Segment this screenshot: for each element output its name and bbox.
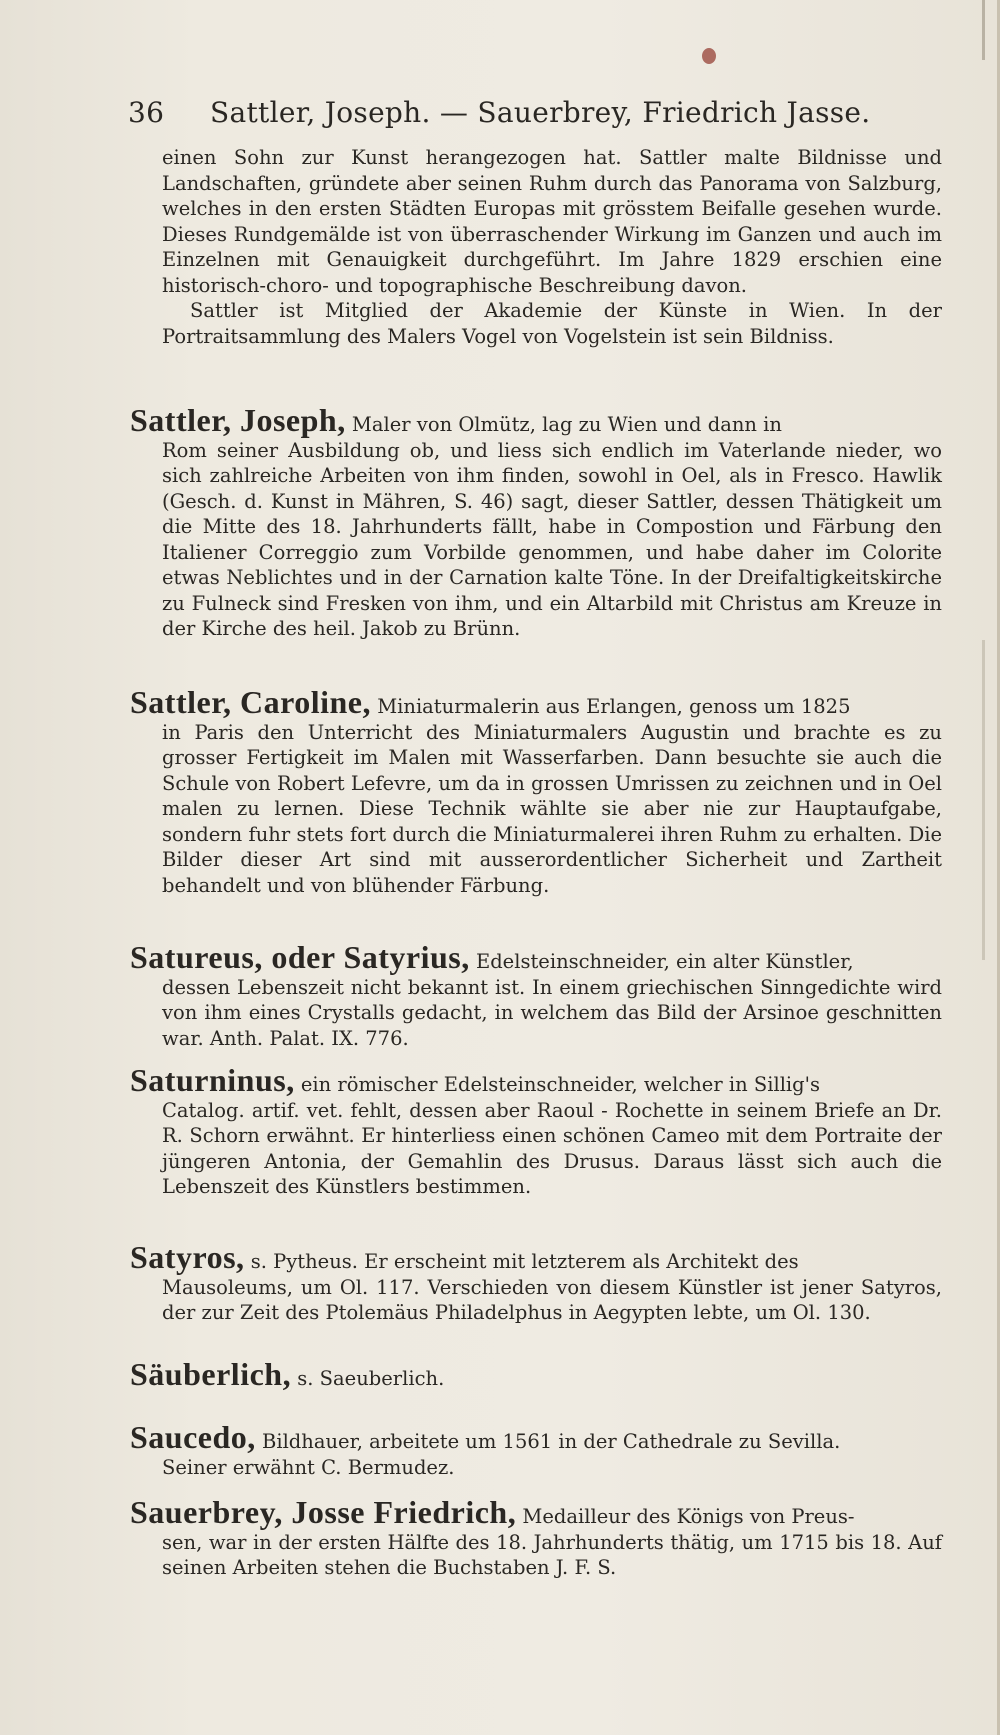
- entry-saturninus: [130, 1062, 942, 1200]
- entry-headword: Satyros,: [130, 1239, 245, 1275]
- page-edge-mark: [982, 0, 985, 60]
- entry-body: sen, war in der ersten Hälfte des 18. Jahrhunderts thätig, um 1715 bis 18. Auf seinen Arbeiten stehen die Buchstaben J. F. S.: [162, 1530, 942, 1579]
- intro-text: [130, 145, 942, 349]
- entry-first-line: Bildhauer, arbeitete um 1561 in der Cathedrale zu Sevilla.: [262, 1430, 841, 1453]
- entry-first-line: Edelsteinschneider, ein alter Künstler,: [475, 950, 854, 973]
- entry-headword: Satureus, oder Satyrius,: [130, 939, 470, 975]
- entry-body: Seiner erwähnt C. Bermudez.: [162, 1455, 455, 1479]
- entry-body: in Paris den Unterricht des Miniaturmalers Augustin und brachte es zu grosser Fertigkeit im Malen mit Wasserfarben. Dann besuchte sie auch die Schule von Robert Lefevre, um da in grossen Umrissen zu zeichnen und in Oel malen zu lernen. Diese Technik wählte sie aber nie zur Hauptaufgabe, sondern fuhr stets fort durch die Miniaturmalerei ihren Ruhm zu erhalten. Die Bilder dieser Art sind mit ausserordentlicher Sicherheit und Zartheit behandelt und von blühender Färbung.: [162, 720, 942, 897]
- entry-headword: Sattler, Joseph,: [130, 402, 346, 438]
- entry-headword: Sattler, Caroline,: [130, 684, 371, 720]
- entry-satureus: [130, 939, 942, 1051]
- entry-headword: Sauerbrey, Josse Friedrich,: [130, 1494, 517, 1530]
- entry-sauerbrey: [130, 1494, 942, 1581]
- page-number: 36: [128, 96, 165, 129]
- entry-headword: Saucedo,: [130, 1419, 256, 1455]
- entry-first-line: ein römischer Edelsteinschneider, welcher in Sillig's: [300, 1073, 821, 1096]
- entry-first-line: Miniaturmalerin aus Erlangen, genoss um 1825: [377, 695, 851, 718]
- entry-body: Rom seiner Ausbildung ob, und liess sich endlich im Vaterlande nieder, wo sich zahlreiche Arbeiten von ihm finden, sowohl in Oel, als in Fresco. Hawlik (Gesch. d. Kunst in Mähren, S. 46) sagt, dieser Sattler, dessen Thätigkeit um die Mitte des 18. Jahrhunderts fällt, habe in Compostion und Färbung den Italiener Correggio zum Vorbilde genommen, und habe daher im Colorite etwas Neblichtes und in der Carnation kalte Töne. In der Dreifaltigkeitskirche zu Fulneck sind Fresken von ihm, und ein Altarbild mit Christus am Kreuze in der Kirche des heil. Jakob zu Brünn.: [162, 438, 942, 640]
- entry-sattler-caroline: [130, 684, 942, 898]
- ink-stain: [702, 48, 716, 64]
- entry-saeuberlich: [130, 1356, 942, 1392]
- entry-body: Catalog. artif. vet. fehlt, dessen aber Raoul - Rochette in seinem Briefe an Dr. R. Schorn erwähnt. Er hinterliess einen schönen Cameo mit dem Portraite der jüngeren Antonia, der Gemahlin des Drusus. Daraus lässt sich auch die Lebenszeit des Künstlers bestimmen.: [162, 1098, 942, 1198]
- entry-saucedo: [130, 1419, 942, 1480]
- entry-headword: Säuberlich,: [130, 1356, 292, 1392]
- entry-satyros: [130, 1239, 942, 1326]
- entry-first-line: Medailleur des Königs von Preus-: [522, 1505, 855, 1528]
- entry-sattler-joseph: [130, 402, 942, 642]
- intro-paragraph: Sattler ist Mitglied der Akademie der Künste in Wien. In der Portraitsammlung des Malers Vogel von Vogelstein ist sein Bildniss.: [162, 299, 942, 348]
- running-title: Sattler, Joseph. — Sauerbrey, Friedrich Jasse.: [210, 96, 871, 129]
- entry-first-line: Maler von Olmütz, lag zu Wien und dann in: [351, 413, 782, 436]
- entry-headword: Saturninus,: [130, 1062, 295, 1098]
- running-header: [128, 96, 888, 129]
- entry-body: dessen Lebenszeit nicht bekannt ist. In einem griechischen Sinngedichte wird von ihm eines Crystalls gedacht, in welchem das Bild der Arsinoe geschnitten war. Anth. Palat. IX. 776.: [162, 975, 942, 1050]
- entry-first-line: s. Pytheus. Er erscheint mit letzterem als Architekt des: [250, 1250, 799, 1273]
- intro-paragraph: einen Sohn zur Kunst herangezogen hat. Sattler malte Bildnisse und Landschaften, gründete aber seinen Ruhm durch das Panorama von Salzburg, welches in den ersten Städten Europas mit grösstem Beifalle gesehen wurde. Dieses Rundgemälde ist von überraschender Wirkung im Ganzen und auch im Einzelnen mit Genauigkeit durchgeführt. Im Jahre 1829 erschien eine historisch-choro- und topographische Beschreibung davon.: [162, 146, 942, 297]
- entry-first-line: s. Saeuberlich.: [297, 1367, 445, 1390]
- entry-body: Mausoleums, um Ol. 117. Verschieden von diesem Künstler ist jener Satyros, der zur Zeit des Ptolemäus Philadelphus in Aegypten lebte, um Ol. 130.: [162, 1275, 942, 1324]
- page-edge-mark: [982, 640, 985, 960]
